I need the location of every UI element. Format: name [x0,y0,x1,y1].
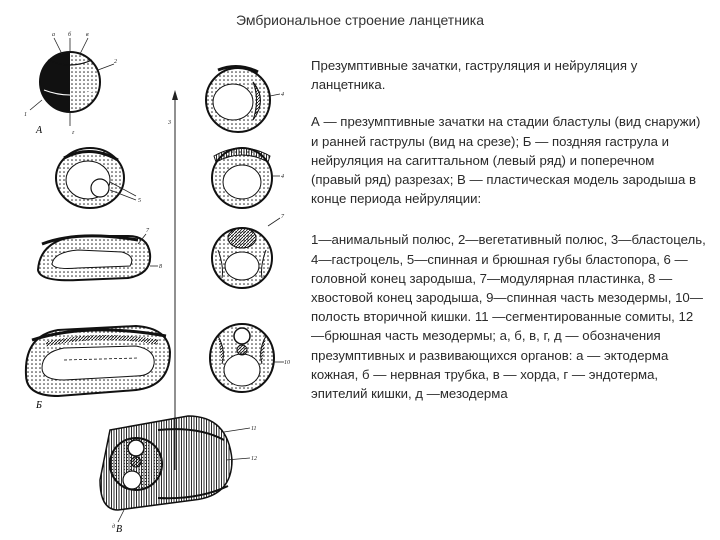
slide-title: Эмбриональное строение ланцетника [235,12,484,28]
late-neurula-sagittal [26,326,170,396]
late-neurula-cross [210,324,284,392]
panel-label-b: Б [36,400,42,411]
neurula-plastic-model [100,416,250,522]
callout-7b: 7 [281,214,284,220]
callout-8: 8 [159,264,162,270]
lancelet-embryo-figure [18,30,310,535]
callout-4b: 4 [281,174,284,180]
callout-12: 12 [251,456,257,462]
panel-label-a: А [36,125,43,136]
callout-10: 10 [284,360,290,366]
late-gastrula-cross [212,148,280,208]
caption-panels: А — презумптивные зачатки на стадии бластулы (вид снаружи) и ранней гаструлы (вид на срезе); Б — поздняя гаструла и нейруляция на сагиттальном (левый ряд) и поперечном (правый ряд) разрезах; В — пластическая модель зародыша в конце периода нейруляции: [311,114,701,207]
neurula-cross [212,218,280,288]
callout-3: 3 [168,120,171,126]
description-text [311,56,706,421]
neurula-sagittal [38,234,158,280]
callout-4: 4 [281,92,284,98]
caption-title: Презумптивные зачатки, гаструляция и нейруляция у ланцетника. [311,58,638,93]
callout-letter-v: в [86,32,89,38]
callout-letter-d: д [112,524,116,530]
callout-1: 1 [24,112,27,118]
early-gastrula-section [206,66,280,132]
callout-letter-b: б [68,32,72,38]
panel-label-v: В [116,524,123,535]
callout-letter-a: а [52,32,55,38]
caption-legend: 1—анимальный полюс, 2—вегетативный полюс, 3—бластоцель, 4—гастроцель, 5—спинная и брюшная губы бластопора, 6 — головной конец зародыша, 7—модулярная пластинка, 8 — хвостовой конец зародыша, 9—спинная часть мезодермы, 10—полость вторичной кишки. 11 —сегментированные сомиты, 12—брюшная часть мезодермы; а, б, в, г, д — обозначения презумптивных и развивающихся органов: а — эктодерма кожная, б — нервная трубка, в — хорда, г — эндотерма, эпителий кишки, д —мезодерма [311,232,706,402]
callout-11: 11 [251,426,257,432]
late-gastrula-sagittal [56,148,136,208]
progression-arrow [172,90,178,470]
callout-7: 7 [146,228,149,234]
callout-5: 5 [138,198,141,204]
blastula-exterior [30,38,114,126]
callout-letter-g: г [72,130,75,136]
callout-2: 2 [114,59,117,65]
